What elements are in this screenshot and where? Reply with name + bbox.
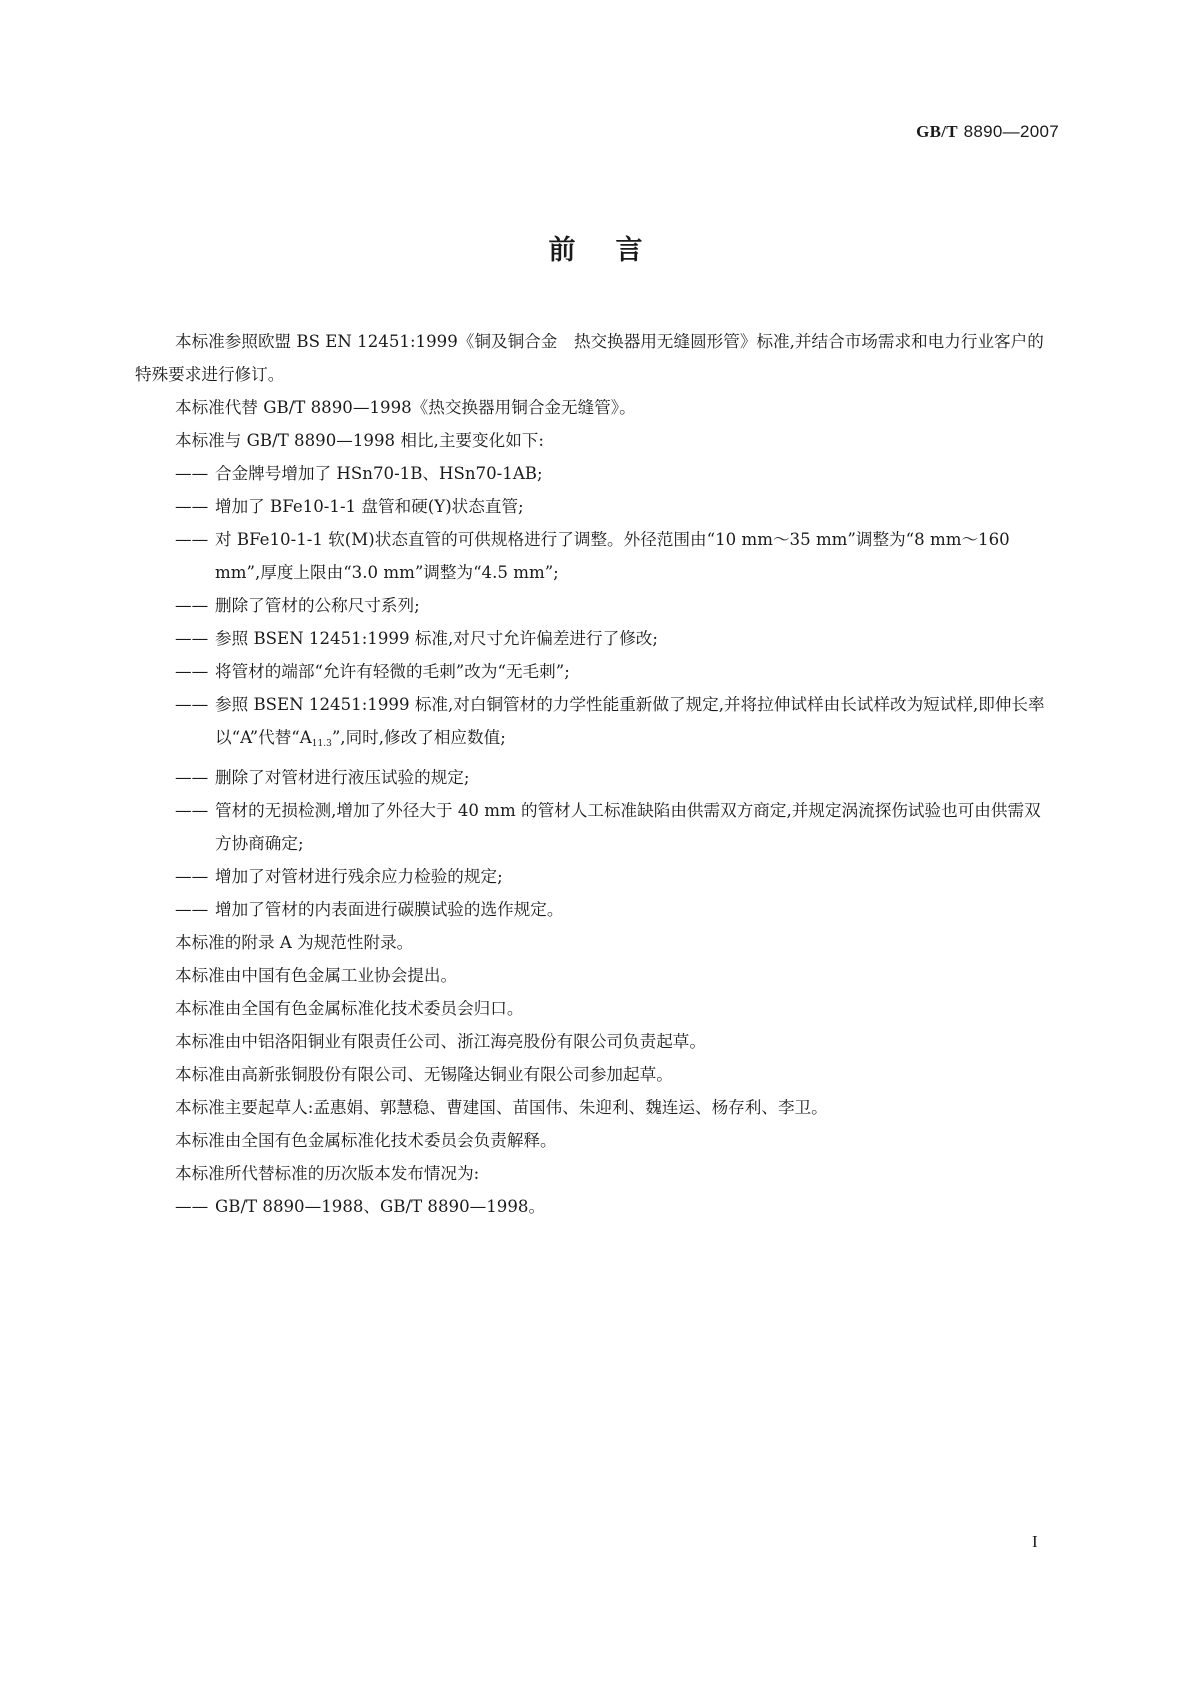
page-number: I bbox=[1032, 1532, 1038, 1551]
changes-list bbox=[135, 457, 1055, 926]
paragraph-main-drafters: 本标准主要起草人:孟惠娟、郭慧稳、曹建国、苗国伟、朱迎利、魏连运、杨存利、李卫。 bbox=[175, 1098, 828, 1117]
document-body bbox=[135, 325, 1055, 1223]
list-item: —— 合金牌号增加了 HSn70-1B、HSn70-1AB; bbox=[175, 464, 543, 483]
page-title: 前言 bbox=[548, 235, 683, 266]
paragraph-drafters-lead: 本标准由中铝洛阳铜业有限责任公司、浙江海亮股份有限公司负责起草。 bbox=[175, 1032, 706, 1051]
subscript: 11.3 bbox=[311, 739, 332, 749]
paragraph-appendix: 本标准的附录 A 为规范性附录。 bbox=[175, 933, 414, 952]
list-item: —— 删除了对管材进行液压试验的规定; bbox=[175, 768, 470, 787]
paragraph-administrator: 本标准由全国有色金属标准化技术委员会归口。 bbox=[175, 999, 524, 1018]
history-item: —— GB/T 8890—1988、GB/T 8890—1998。 bbox=[175, 1197, 546, 1216]
paragraph-interpretation: 本标准由全国有色金属标准化技术委员会负责解释。 bbox=[175, 1131, 557, 1150]
list-item: —— 增加了 BFe10-1-1 盘管和硬(Y)状态直管; bbox=[175, 497, 524, 516]
paragraph-reference: 本标准参照欧盟 BS EN 12451:1999《铜及铜合金 热交换器用无缝圆形管》标准,并结合市场需求和电力行业客户的特殊要求进行修订。 bbox=[135, 332, 1044, 384]
list-item: —— 删除了管材的公称尺寸系列; bbox=[175, 596, 420, 615]
standard-number: 8890—2007 bbox=[963, 122, 1059, 141]
list-item: —— 管材的无损检测,增加了外径大于 40 mm 的管材人工标准缺陷由供需双方商定,并规定涡流探伤试验也可由供需双方协商确定; bbox=[175, 801, 1041, 853]
standard-code bbox=[916, 122, 1059, 142]
list-item: —— 将管材的端部“允许有轻微的毛刺”改为“无毛刺”; bbox=[175, 662, 570, 681]
list-item: —— 参照 BSEN 12451:1999 标准,对白铜管材的力学性能重新做了规定,并将拉伸试样由长试样改为短试样,即伸长率以“A”代替“$A_{11.3}$”,同时,修改了相应数值; bbox=[175, 695, 1045, 749]
list-item: —— 对 BFe10-1-1 软(M)状态直管的可供规格进行了调整。外径范围由“10 mm～35 mm”调整为“8 mm～160 mm”,厚度上限由“3.0 mm”调整为“4.5 mm”; bbox=[175, 530, 1010, 582]
paragraph-drafters-participating: 本标准由高新张铜股份有限公司、无锡隆达铜业有限公司参加起草。 bbox=[175, 1065, 673, 1084]
list-item: —— 增加了管材的内表面进行碳膜试验的选作规定。 bbox=[175, 900, 564, 919]
paragraph-history-intro: 本标准所代替标准的历次版本发布情况为: bbox=[175, 1164, 480, 1183]
paragraph-changes-intro: 本标准与 GB/T 8890—1998 相比,主要变化如下: bbox=[175, 431, 544, 450]
paragraph-proposer: 本标准由中国有色金属工业协会提出。 bbox=[175, 966, 458, 985]
paragraph-replaces: 本标准代替 GB/T 8890—1998《热交换器用铜合金无缝管》。 bbox=[175, 398, 636, 417]
list-item: —— 参照 BSEN 12451:1999 标准,对尺寸允许偏差进行了修改; bbox=[175, 629, 658, 648]
list-item: —— 增加了对管材进行残余应力检验的规定; bbox=[175, 867, 503, 886]
standard-prefix: GB/T bbox=[916, 122, 958, 141]
